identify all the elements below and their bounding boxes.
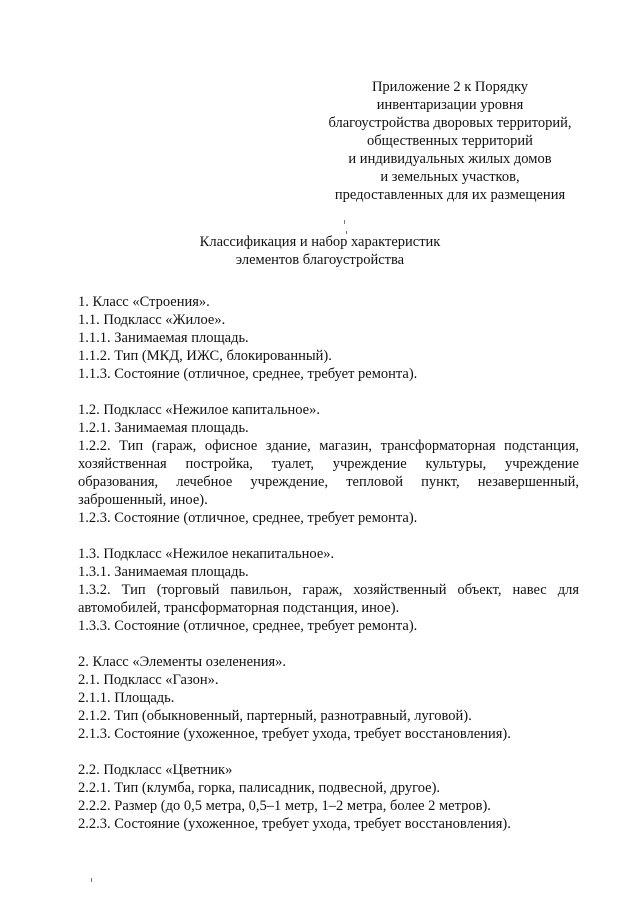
subclass-heading: 1.3. Подкласс «Нежилое некапитальное». [78,546,335,562]
item-line: 1.2.1. Занимаемая площадь. [78,420,249,436]
document-body [78,293,579,833]
appendix-line: благоустройства дворовых территорий, [328,115,572,131]
scan-speck [91,878,92,882]
item-line: 2.2.3. Состояние (ухоженное, требует ухода, требует восстановления). [78,816,511,832]
item-line: 1.2.2. Тип (гараж, офисное здание, магазин, трансформаторная подстанция, [78,438,579,454]
subclass-heading: 2.2. Подкласс «Цветник» [78,762,233,778]
title-line: Классификация и набор характеристик [199,234,441,250]
item-line: 1.2.3. Состояние (отличное, среднее, требует ремонта). [78,510,418,526]
item-line: 1.1.1. Занимаемая площадь. [78,330,249,346]
item-line: 2.1.3. Состояние (ухоженное, требует ухода, требует восстановления). [78,726,511,742]
item-line: 2.2.2. Размер (до 0,5 метра, 0,5–1 метр, 1–2 метра, более 2 метров). [78,798,491,814]
class-heading: 2. Класс «Элементы озеленения». [78,654,287,670]
subclass-heading: 1.2. Подкласс «Нежилое капитальное». [78,402,320,418]
appendix-line: и земельных участков, [380,169,520,185]
item-line: 1.3.1. Занимаемая площадь. [78,564,249,580]
subclass-heading: 1.1. Подкласс «Жилое». [78,312,226,328]
appendix-line: инвентаризации уровня [376,97,524,113]
item-line: автомобилей, трансформаторная подстанция, иное). [78,600,400,616]
appendix-header [300,78,600,204]
class-heading: 1. Класс «Строения». [78,294,210,310]
item-line: 1.1.3. Состояние (отличное, среднее, требует ремонта). [78,366,418,382]
item-line: 1.1.2. Тип (МКД, ИЖС, блокированный). [78,348,332,364]
scan-speck [346,231,347,234]
paragraph-gap [78,527,579,545]
item-line: образования, лечебное учреждение, тепловой пункт, незавершенный, [78,474,579,490]
item-line: 2.2.1. Тип (клумба, горка, палисадник, подвесной, другое). [78,780,441,796]
appendix-line: общественных территорий [367,133,533,149]
appendix-line: предоставленных для их размещения [334,187,566,203]
item-line: 2.1.1. Площадь. [78,690,175,706]
document-title [150,233,490,269]
item-line: 1.3.2. Тип (торговый павильон, гараж, хозяйственный объект, навес для [78,582,579,598]
subclass-heading: 2.1. Подкласс «Газон». [78,672,219,688]
item-line: заброшенный, иное). [78,492,208,508]
paragraph-gap [78,743,579,761]
appendix-line: Приложение 2 к Порядку [371,79,529,95]
paragraph-gap [78,383,579,401]
item-line: 1.3.3. Состояние (отличное, среднее, требует ремонта). [78,618,418,634]
appendix-line: и индивидуальных жилых домов [348,151,552,167]
paragraph-gap [78,635,579,653]
title-line: элементов благоустройства [235,252,405,268]
scan-speck [344,220,345,224]
item-line: хозяйственная постройка, туалет, учреждение культуры, учреждение [78,456,579,472]
item-line: 2.1.2. Тип (обыкновенный, партерный, разнотравный, луговой). [78,708,472,724]
